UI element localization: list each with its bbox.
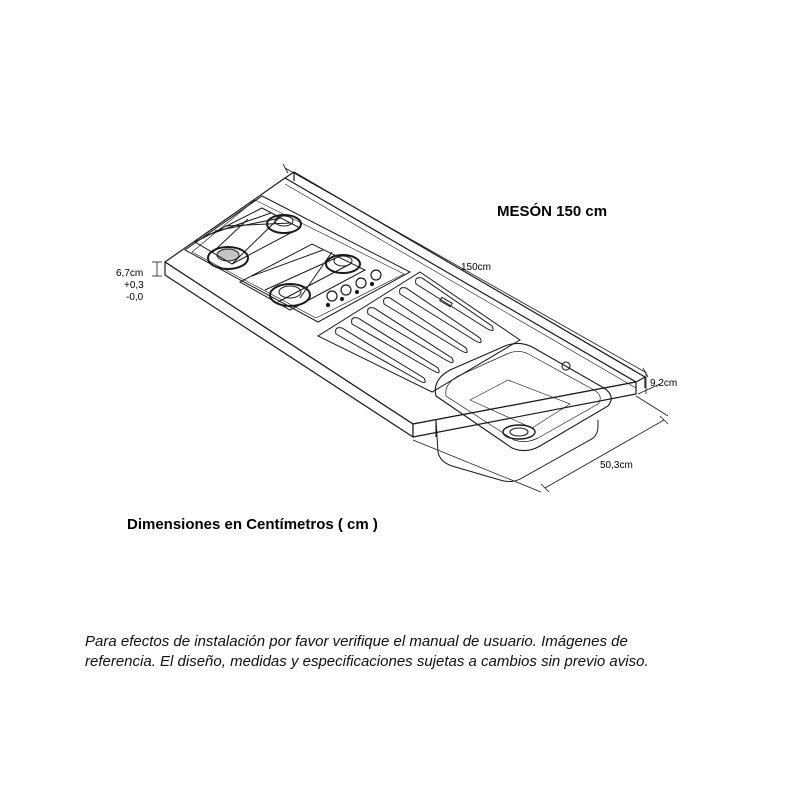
depth-label: 50,3cm [600,460,633,471]
edge-label: 9,2cm [650,378,678,389]
height-label: 6,7cm [116,268,144,279]
length-label: 150cm [461,262,492,273]
disclaimer-line-1: Para efectos de instalación por favor verifique el manual de usuario. Imágenes de [85,633,628,650]
disclaimer-note [85,632,745,672]
disclaimer-line-2: referencia. El diseño, medidas y especificaciones sujetas a cambios sin previo aviso. [85,653,649,670]
diagram-title: MESÓN 150 cm [497,203,608,220]
height-tolerance-minus: -0,0 [126,292,144,303]
units-caption: Dimensiones en Centímetros ( cm ) [127,516,378,533]
dimension-height [152,262,162,276]
height-tolerance-plus: +0,3 [124,280,144,291]
